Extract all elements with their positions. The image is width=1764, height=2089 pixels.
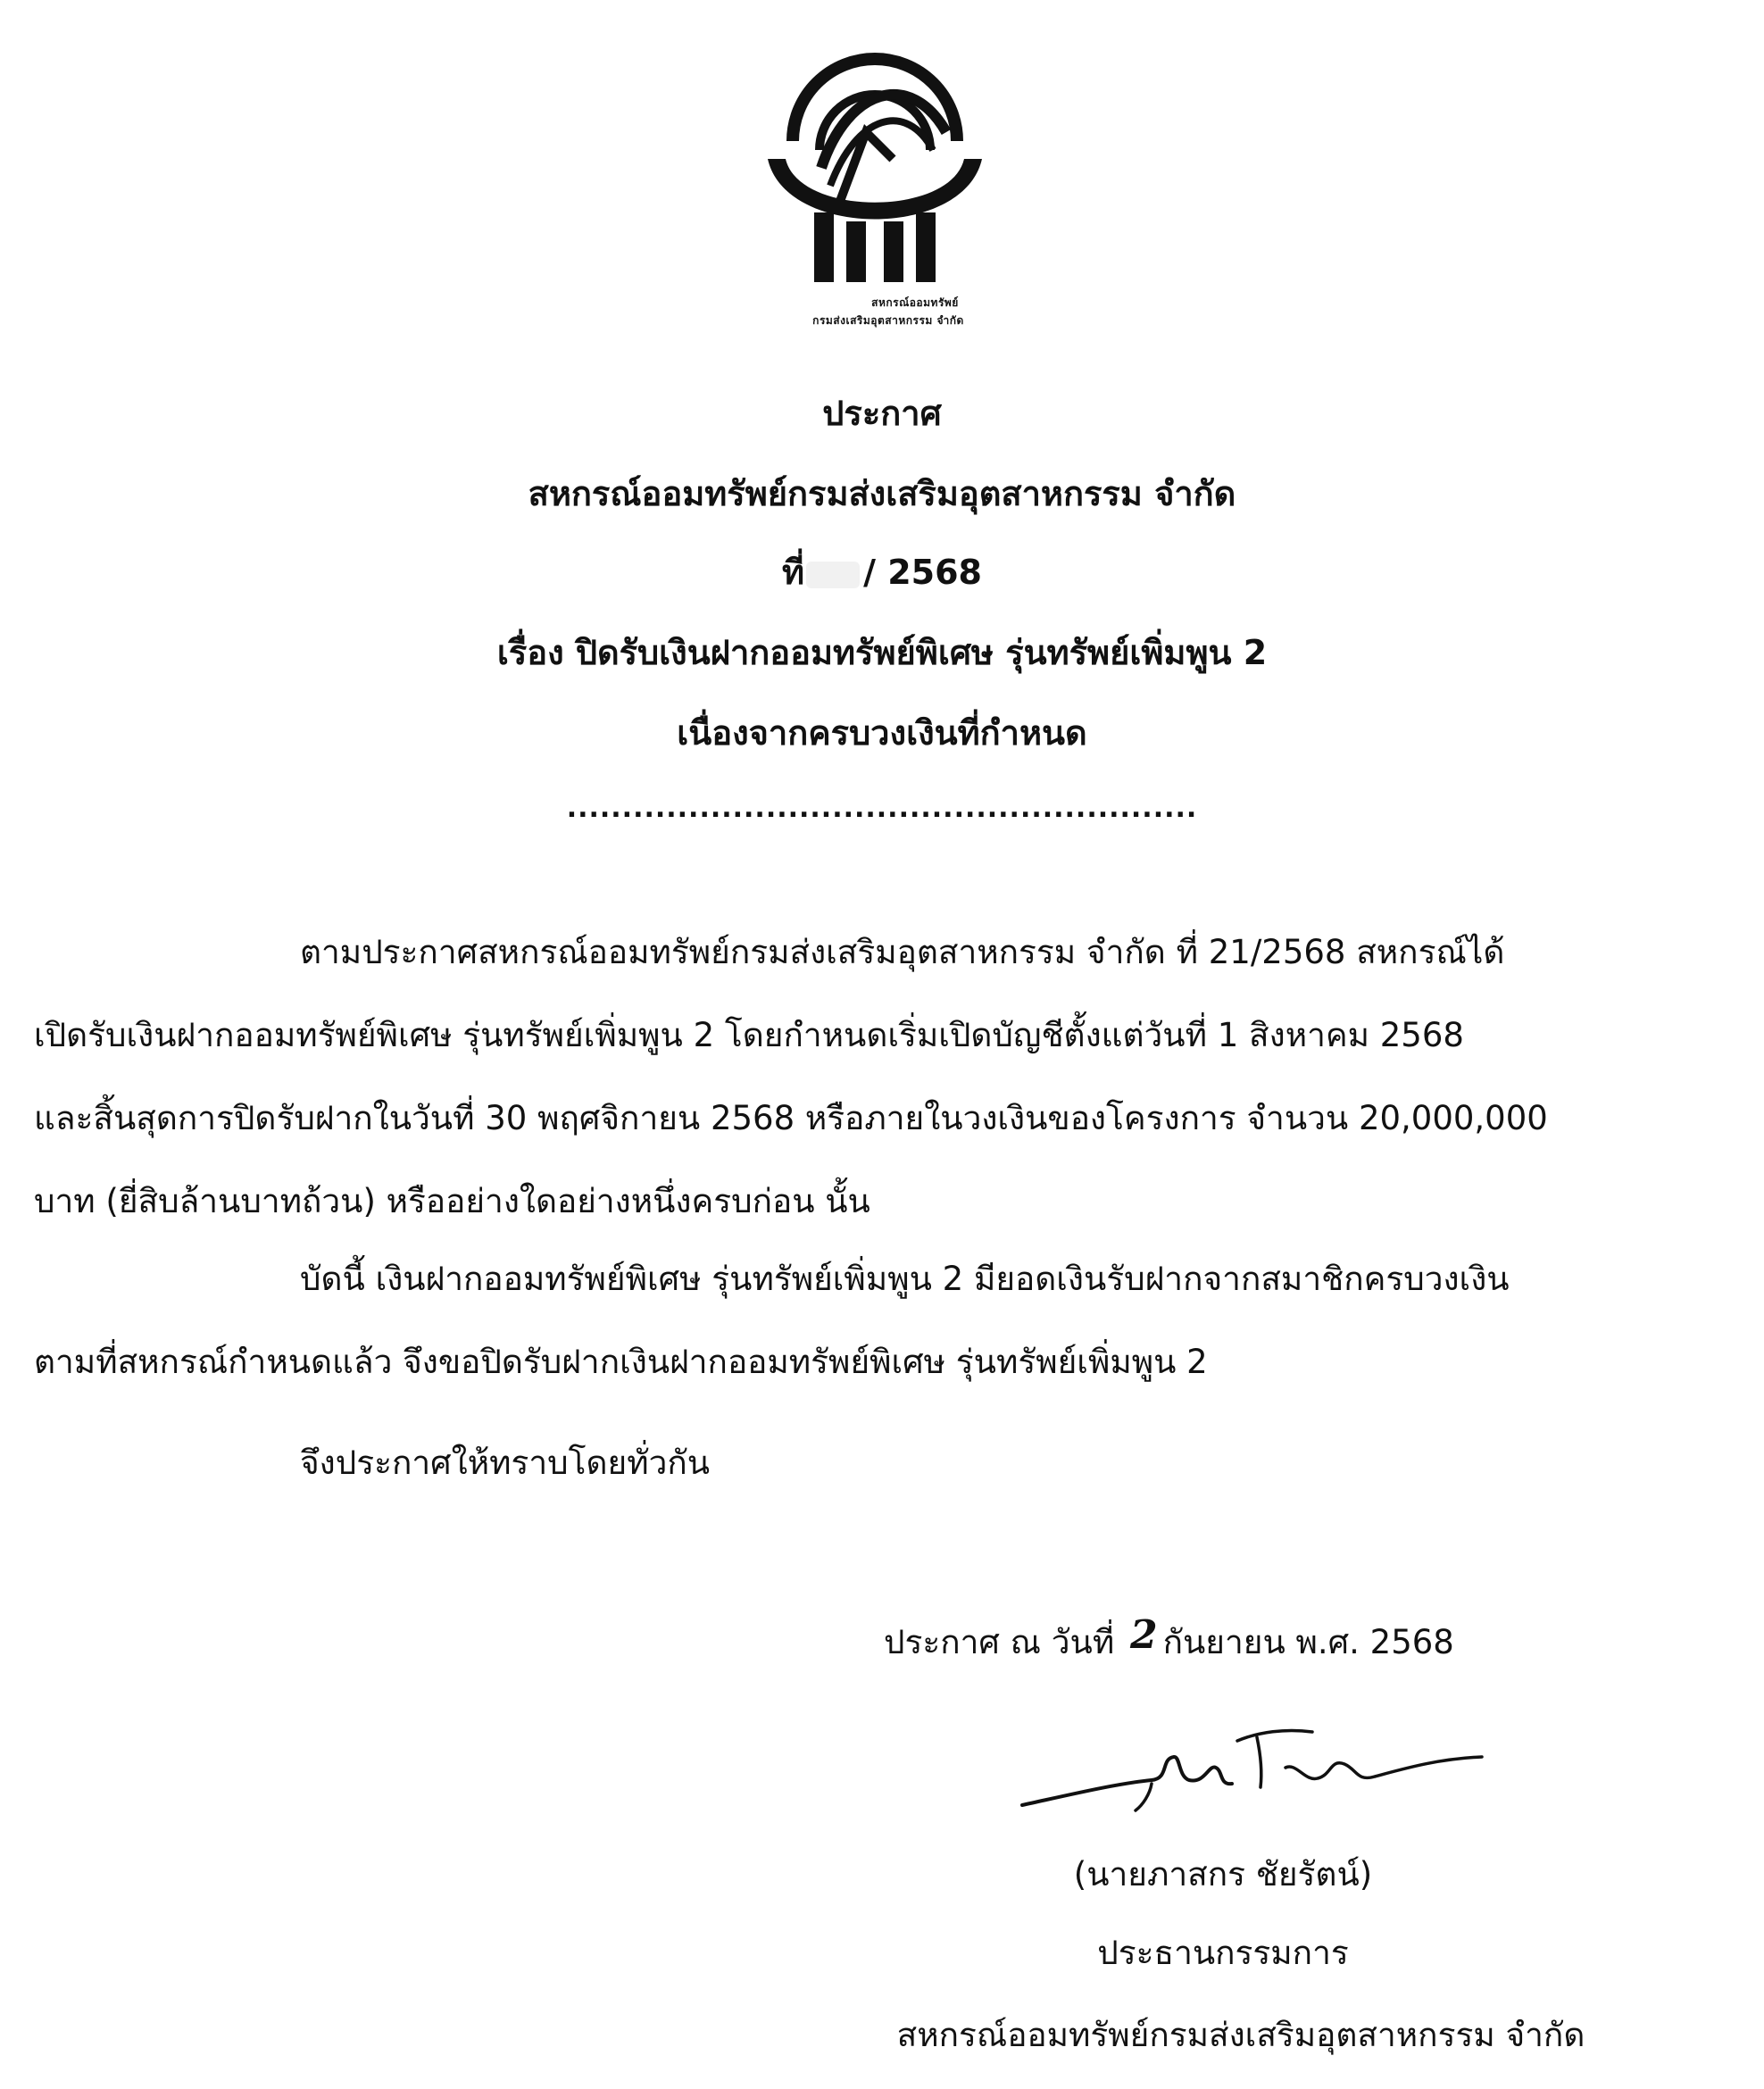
dotted-divider: ......................................................... bbox=[566, 793, 1198, 824]
paragraph-line: เปิดรับเงินฝากออมทรัพย์พิเศษ รุ่นทรัพย์เพิ่มพูน 2 โดยกำหนดเริ่มเปิดบัญชีตั้งแต่วันที่ 1 สิงหาคม 2568 bbox=[34, 1016, 1464, 1054]
handwritten-signature bbox=[1018, 1705, 1500, 1821]
date-prefix: ประกาศ ณ วันที่ bbox=[884, 1623, 1115, 1661]
signatory-organization: สหกรณ์ออมทรัพย์กรมส่งเสริมอุตสาหกรรม จำกัด bbox=[896, 2016, 1585, 2054]
number-suffix: / 2568 bbox=[863, 553, 982, 592]
organization-name: สหกรณ์ออมทรัพย์กรมส่งเสริมอุตสาหกรรม จำกัด bbox=[528, 474, 1236, 513]
paragraph-line: บาท (ยี่สิบล้านบาทถ้วน) หรืออย่างใดอย่างหนึ่งครบก่อน นั้น bbox=[34, 1182, 870, 1220]
body-paragraph-1 bbox=[34, 911, 1730, 1243]
signature-icon bbox=[1018, 1705, 1500, 1821]
signatory-name: (นายภาสกร ชัยรัตน์) bbox=[1073, 1855, 1373, 1893]
paragraph-line: และสิ้นสุดการปิดรับฝากในวันที่ 30 พฤศจิกายน 2568 หรือภายในวงเงินของโครงการ จำนวน 20,000,000 bbox=[34, 1099, 1548, 1137]
announcement-subject: เรื่อง ปิดรับเงินฝากออมทรัพย์พิเศษ รุ่นทรัพย์เพิ่มพูน 2 bbox=[496, 633, 1268, 672]
paragraph-line: ตามที่สหกรณ์กำหนดแล้ว จึงขอปิดรับฝากเงินฝากออมทรัพย์พิเศษ รุ่นทรัพย์เพิ่มพูน 2 bbox=[34, 1343, 1208, 1381]
announcement-date bbox=[884, 1612, 1454, 1669]
logo-text-line1: สหกรณ์ออมทรัพย์ bbox=[871, 296, 959, 309]
number-blank bbox=[806, 562, 860, 588]
announcement-subject-line2: เนื่องจากครบวงเงินที่กำหนด bbox=[677, 713, 1087, 753]
paragraph-line: ตามประกาศสหกรณ์ออมทรัพย์กรมส่งเสริมอุตสาหกรรม จำกัด ที่ 21/2568 สหกรณ์ได้ bbox=[300, 933, 1505, 971]
announcement-title: ประกาศ bbox=[822, 394, 942, 433]
cooperative-logo bbox=[741, 34, 1009, 337]
date-suffix: กันยายน พ.ศ. 2568 bbox=[1162, 1623, 1454, 1661]
paragraph-line: จึงประกาศให้ทราบโดยทั่วกัน bbox=[300, 1444, 711, 1482]
logo-emblem-icon bbox=[741, 34, 1009, 293]
number-prefix: ที่ bbox=[782, 553, 805, 592]
announcement-number bbox=[0, 545, 1764, 599]
logo-text-line2: กรมส่งเสริมอุตสาหกรรม จำกัด bbox=[812, 314, 964, 327]
paragraph-line: บัดนี้ เงินฝากออมทรัพย์พิเศษ รุ่นทรัพย์เพิ่มพูน 2 มียอดเงินรับฝากจากสมาชิกครบวงเงิน bbox=[300, 1260, 1510, 1298]
signatory-position: ประธานกรรมการ bbox=[1097, 1934, 1349, 1972]
date-day-handwritten: 2 bbox=[1129, 1612, 1158, 1658]
body-paragraph-3 bbox=[34, 1421, 1730, 1504]
body-paragraph-2 bbox=[34, 1237, 1730, 1403]
